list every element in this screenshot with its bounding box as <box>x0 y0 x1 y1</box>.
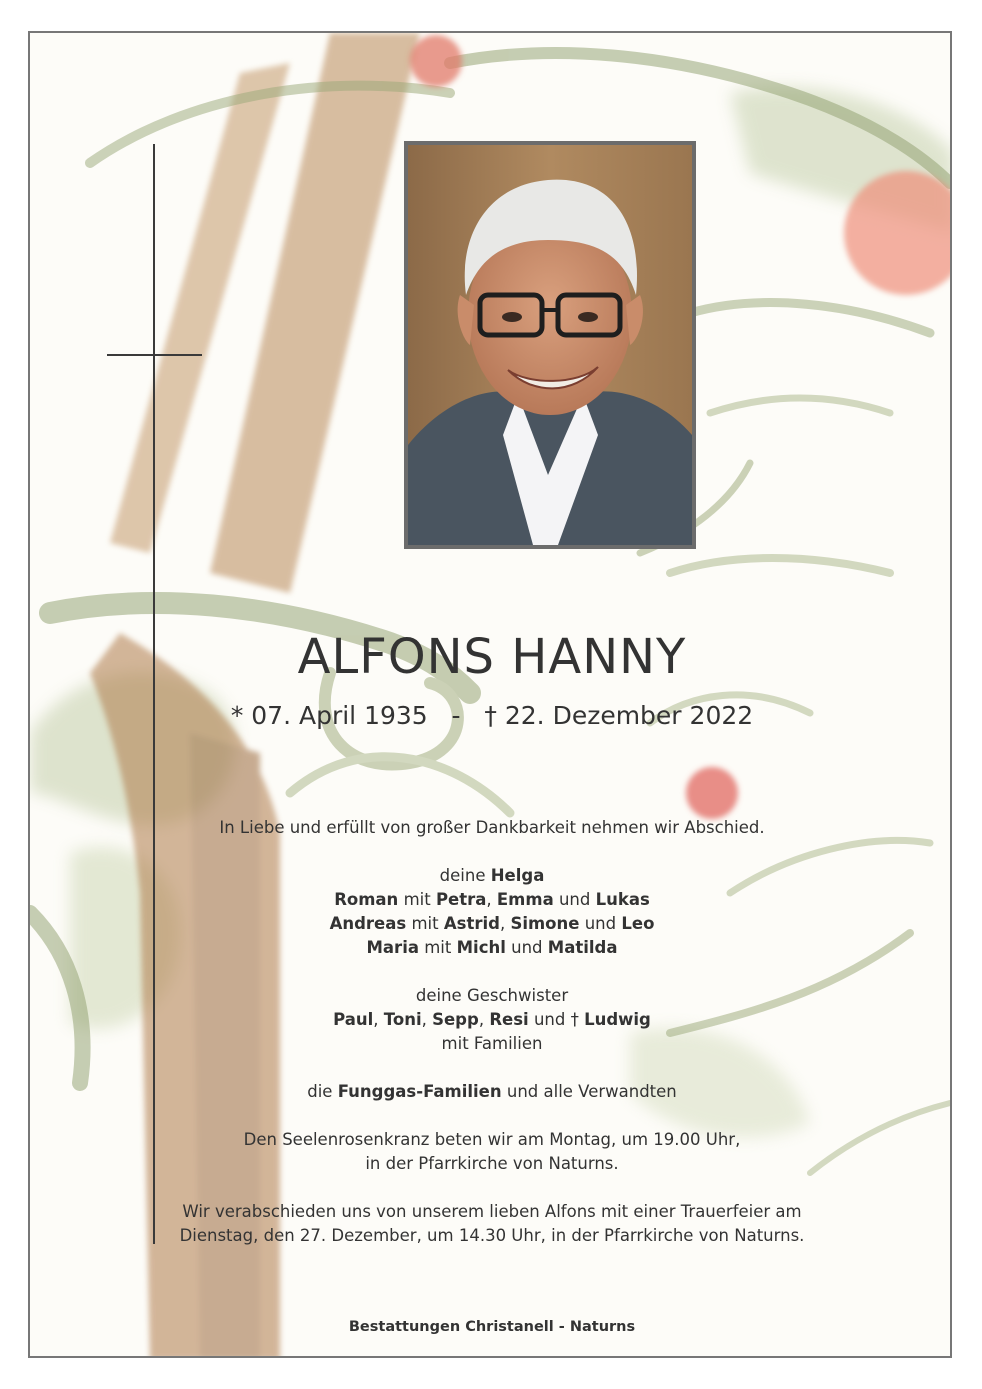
funeral-notice: Wir verabschieden uns von unserem lieben Alfons mit einer Trauerfeier am Dienstag, den 27. Dezember, um 14.30 Uhr, in der Pfarrkirche von Naturns. <box>179 1202 805 1245</box>
siblings-names: Paul, Toni, Sepp, Resi und † Ludwig <box>333 1010 651 1029</box>
life-dates <box>30 701 952 730</box>
funeral-home-name: Bestattungen Christanell - Naturns <box>348 1319 636 1335</box>
cross-vertical-line <box>153 144 155 1244</box>
portrait-photo <box>408 145 692 545</box>
family-line-wife: deine Helga <box>439 866 545 885</box>
relatives-line: die Funggas-Familien und alle Verwandten <box>307 1082 677 1101</box>
family-line-child-2: Andreas mit Astrid, Simone und Leo <box>329 914 655 933</box>
birth-date: * 07. April 1935 <box>230 701 428 730</box>
death-date: † 22. Dezember 2022 <box>484 701 754 730</box>
rosary-notice: Den Seelenrosenkranz beten wir am Montag, um 19.00 Uhr, in der Pfarrkirche von Naturns. <box>243 1130 741 1173</box>
portrait-photo-frame <box>404 141 696 549</box>
deceased-name: ALFONS HANNY <box>297 629 687 685</box>
intro-text: In Liebe und erfüllt von großer Dankbarkeit nehmen wir Abschied. <box>219 818 765 837</box>
family-section <box>30 864 952 960</box>
siblings-families: mit Familien <box>441 1034 543 1053</box>
obituary-card <box>28 31 952 1358</box>
cross-horizontal-line <box>107 354 202 356</box>
siblings-heading: deine Geschwister <box>415 986 569 1005</box>
siblings-section <box>30 984 952 1056</box>
family-line-child-3: Maria mit Michl und Matilda <box>366 938 618 957</box>
family-line-child-1: Roman mit Petra, Emma und Lukas <box>334 890 650 909</box>
date-separator: - <box>451 701 461 730</box>
